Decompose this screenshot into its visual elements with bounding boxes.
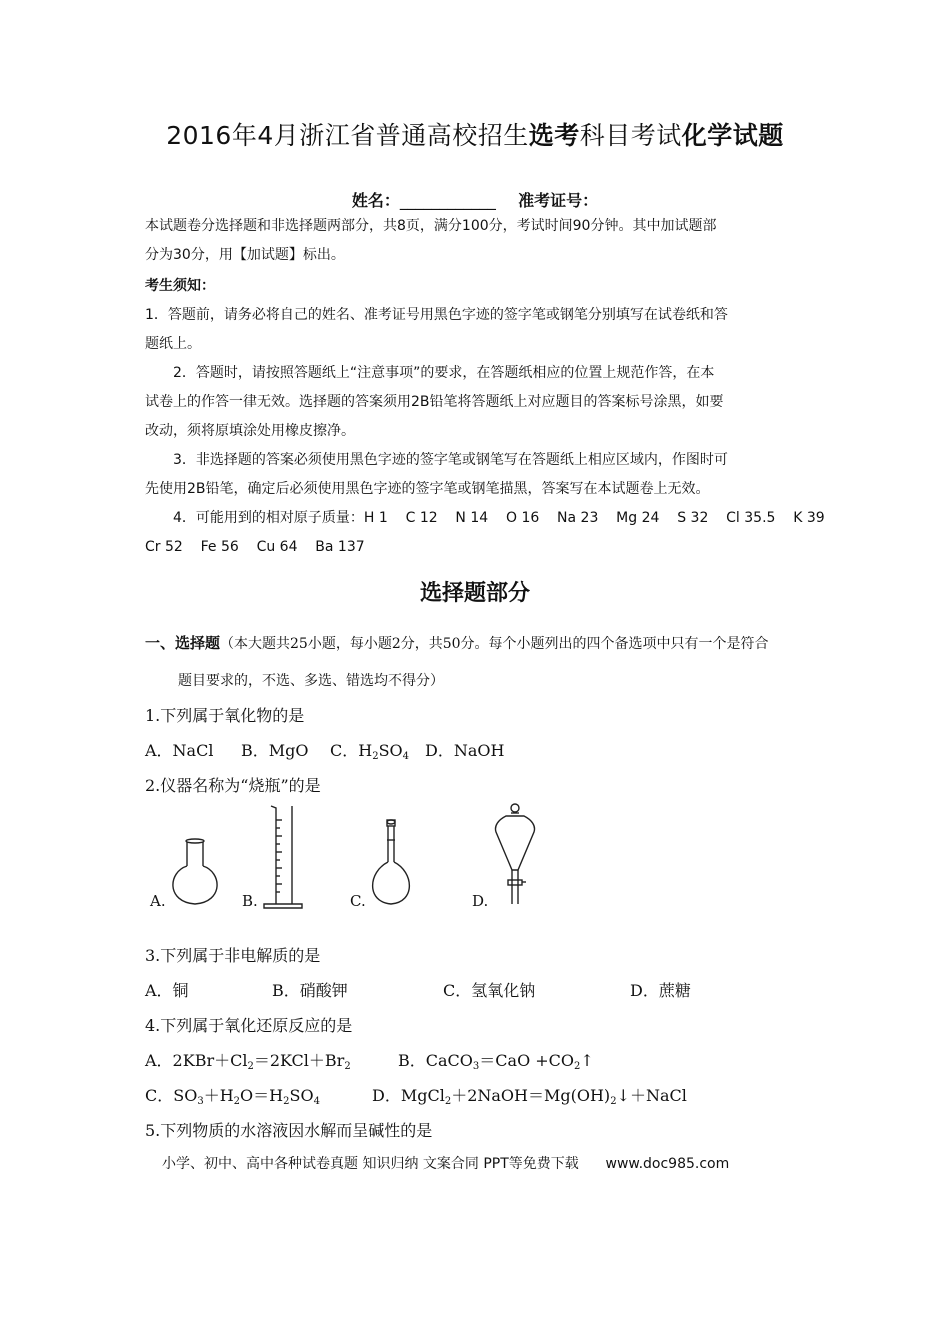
title-part: 科目考试 <box>579 121 682 150</box>
formula-part: O＝H <box>240 1086 284 1105</box>
formula-sub: 2 <box>283 1096 290 1107</box>
notice-item: 试卷上的作答一律无效。选择题的答案须用2B铅笔将答题纸上对应题目的答案标号涂黑，如要 <box>145 394 724 410</box>
formula-sub: 4 <box>313 1096 320 1107</box>
question-stem: 2.仪器名称为“烧瓶”的是 <box>145 776 321 795</box>
footer-url[interactable]: www.doc985.com <box>605 1156 730 1172</box>
notice-item: 3．非选择题的答案必须使用黑色字迹的签字笔或钢笔写在答题纸上相应区域内，作图时可 <box>173 452 728 468</box>
part-heading <box>145 632 769 653</box>
notice-block <box>145 272 825 562</box>
option-b: B．MgO <box>241 741 309 760</box>
formula-part: C．H <box>330 741 373 760</box>
title-part: 2016年4月浙江省普通高校招生 <box>166 121 529 150</box>
option-d: D．NaOH <box>425 741 505 760</box>
name-label: 姓名： <box>351 191 400 210</box>
footer <box>162 1153 729 1173</box>
page-title <box>0 116 950 152</box>
graduated-cylinder-icon <box>264 806 302 908</box>
formula-sub: 2 <box>247 1061 254 1072</box>
option-d: D．蔗糖 <box>630 981 691 1000</box>
option-a: A. <box>150 892 166 910</box>
question-stem: 3.下列属于非电解质的是 <box>145 946 321 965</box>
separatory-funnel-icon <box>495 804 534 904</box>
option-b: B．硝酸钾 <box>272 981 348 1000</box>
formula-sub: 2 <box>610 1096 617 1107</box>
formula-part: ＋H <box>203 1086 234 1105</box>
section-title: 选择题部分 <box>419 581 530 606</box>
formula-part: B．CaCO <box>398 1051 473 1070</box>
option-b: B. <box>242 892 258 910</box>
notice-heading: 考生须知： <box>145 278 215 294</box>
name-blank: ____________ <box>399 191 496 210</box>
footer-text: 小学、初中、高中各种试卷真题 知识归纳 文案合同 PPT等免费下载 <box>162 1156 579 1172</box>
formula-part: SO <box>289 1086 314 1105</box>
option-a <box>145 1048 351 1072</box>
volumetric-flask-icon <box>373 820 410 904</box>
title-part-bold: 选考 <box>528 121 580 150</box>
option-c: C. <box>350 892 366 910</box>
formula-sub: 2 <box>444 1096 452 1107</box>
option-a: A．NaCl <box>145 741 214 760</box>
option-c <box>145 1083 320 1107</box>
formula-part: D．MgCl <box>372 1086 445 1105</box>
formula-sub: 2 <box>372 751 379 762</box>
option-d: D. <box>472 892 489 910</box>
notice-item: 题纸上。 <box>145 336 201 352</box>
intro-text <box>145 212 716 270</box>
formula-sub: 2 <box>344 1061 351 1072</box>
formula-part: ＝CaO +CO <box>479 1051 575 1070</box>
formula-sub: 3 <box>472 1061 480 1072</box>
option-c: C．氢氧化钠 <box>443 981 536 1000</box>
question-stem: 1.下列属于氧化物的是 <box>145 706 305 725</box>
title-part-bold: 化学试题 <box>681 121 784 150</box>
question-stem: 4.下列属于氧化还原反应的是 <box>145 1016 353 1035</box>
formula-part: ＝2KCl＋Br <box>253 1051 345 1070</box>
notice-item: 先使用2B铅笔，确定后必须使用黑色字迹的签字笔或钢笔描黑，答案写在本试题卷上无效。 <box>145 481 710 497</box>
formula-part: ＋2NaOH＝Mg(OH) <box>451 1086 611 1105</box>
formula-part: A．2KBr＋Cl <box>145 1051 248 1070</box>
intro-line: 本试题卷分选择题和非选择题两部分，共8页，满分100分，考试时间90分钟。其中加试题部 <box>145 218 717 234</box>
round-bottom-flask-icon <box>173 839 217 904</box>
notice-item: Cr 52 Fe 56 Cu 64 Ba 137 <box>145 539 365 555</box>
part-desc: 题目要求的，不选、多选、错选均不得分） <box>178 673 444 689</box>
intro-line: 分为30分，用【加试题】标出。 <box>145 247 345 263</box>
option-d <box>372 1083 687 1107</box>
question-stem: 5.下列物质的水溶液因水解而呈碱性的是 <box>145 1121 433 1140</box>
option-a: A．铜 <box>145 981 189 1000</box>
notice-item: 4．可能用到的相对原子质量：H 1 C 12 N 14 O 16 Na 23 Mg 24 S 32 Cl 35.5 K 39 <box>173 510 825 526</box>
part-desc: （本大题共25小题，每小题2分，共50分。每个小题列出的四个备选项中只有一个是符合 <box>220 636 769 652</box>
option-b <box>398 1048 594 1072</box>
notice-item: 改动，须将原填涂处用橡皮擦净。 <box>145 423 355 439</box>
formula-part: C．SO <box>145 1086 198 1105</box>
formula-sub: 2 <box>233 1096 241 1107</box>
formula-sub: 4 <box>402 751 410 762</box>
formula-sub: 3 <box>197 1096 204 1107</box>
option-c <box>330 738 409 762</box>
formula-part: SO <box>378 741 403 760</box>
formula-sub: 2 <box>574 1061 581 1072</box>
formula-part: ↓＋NaCl <box>616 1086 687 1105</box>
formula-part: ↑ <box>580 1051 594 1070</box>
notice-item: 2．答题时，请按照答题纸上“注意事项”的要求，在答题纸相应的位置上规范作答，在本 <box>173 365 715 381</box>
exam-id-label: 准考证号： <box>518 191 599 210</box>
notice-item: 1．答题前，请务必将自己的姓名、准考证号用黑色字迹的签字笔或钢笔分别填写在试卷纸和答 <box>145 307 728 323</box>
part-heading-label: 一、选择题 <box>145 634 221 652</box>
candidate-info-line <box>0 188 950 211</box>
